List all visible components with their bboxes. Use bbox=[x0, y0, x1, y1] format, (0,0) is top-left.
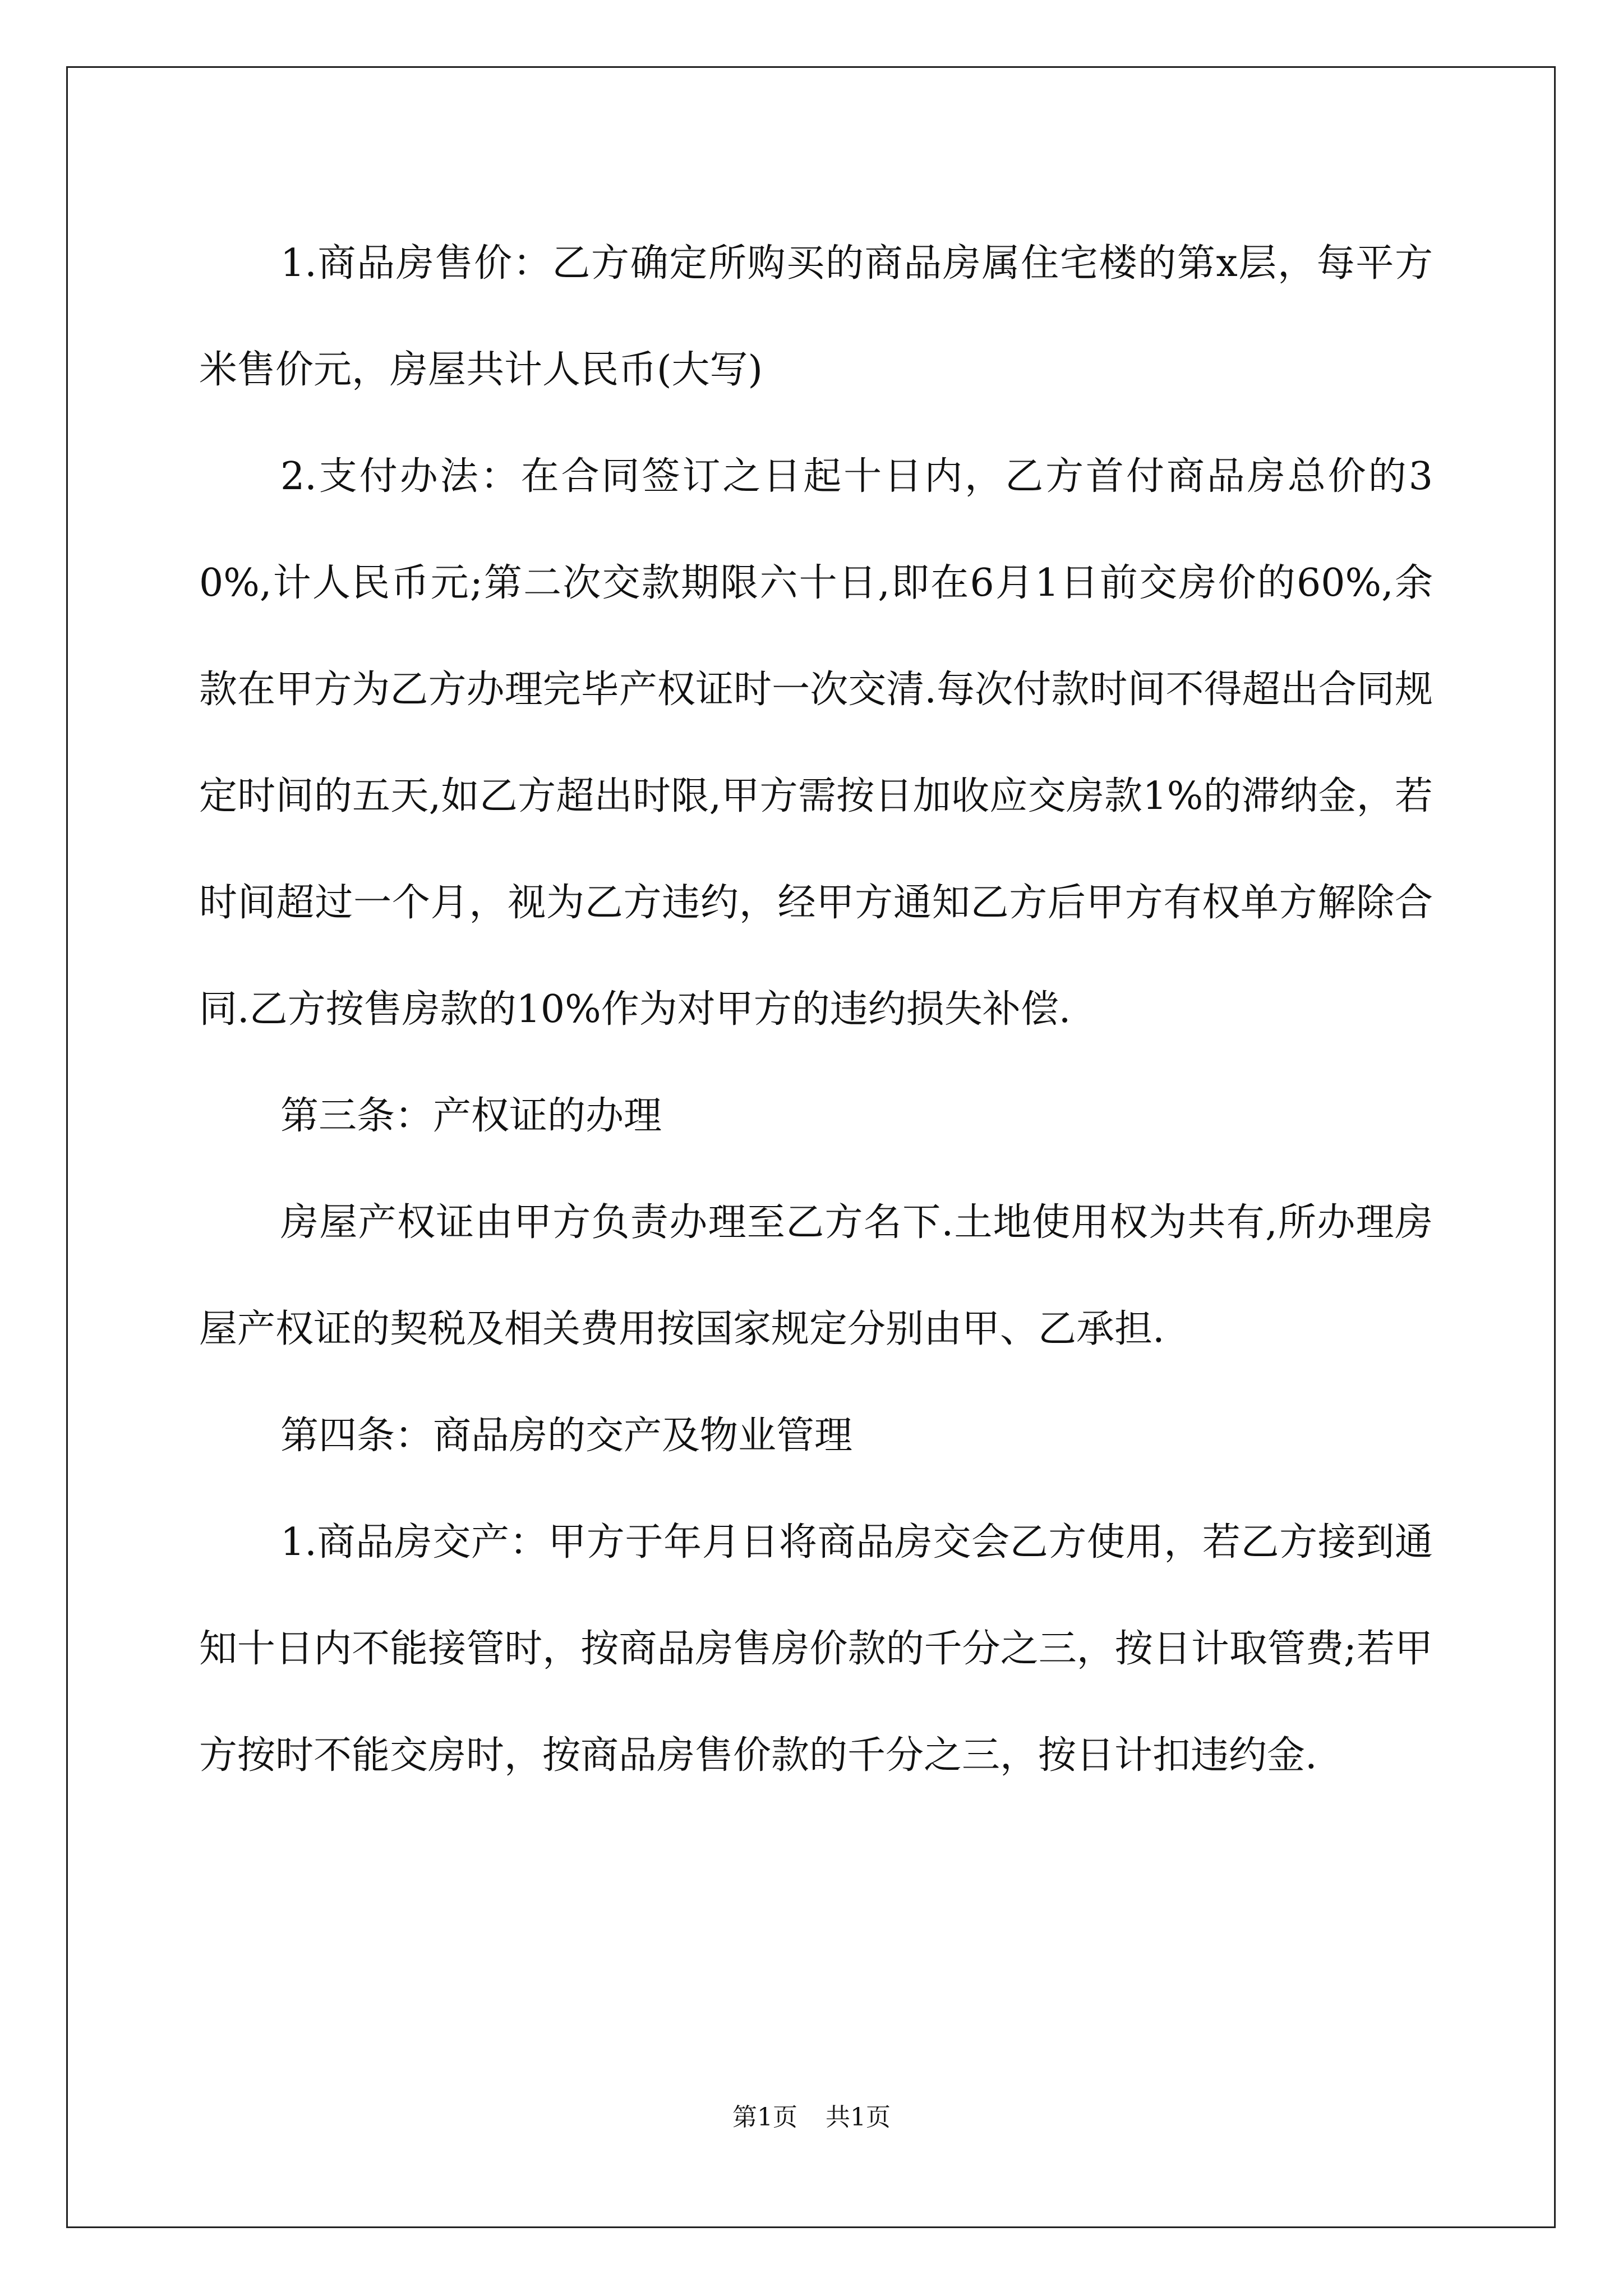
page-number-total: 共1页 bbox=[826, 2103, 891, 2132]
page-footer bbox=[0, 2097, 1623, 2133]
document-body bbox=[199, 210, 1433, 1809]
heading-article-4: 第四条：商品房的交产及物业管理 bbox=[280, 1414, 853, 1458]
paragraph-price: 1.商品房售价：乙方确定所购买的商品房属住宅楼的第x层，每平方米售价元，房屋共计人民币(大写) bbox=[199, 241, 1433, 392]
paragraph-handover: 1.商品房交产：甲方于年月日将商品房交会乙方使用，若乙方接到通知十日内不能接管时，按商品房售房价款的千分之三，按日计取管费;若甲方按时不能交房时，按商品房售价款的千分之三，按日计扣违约金. bbox=[199, 1520, 1433, 1778]
paragraph-payment: 2.支付办法：在合同签订之日起十日内，乙方首付商品房总价的30%,计人民币元;第二次交款期限六十日,即在6月1日前交房价的60%,余款在甲方为乙方办理完毕产权证时一次交清.每次付款时间不得超出合同规定时间的五天,如乙方超出时限,甲方需按日加收应交房款1%的滞纳金，若时间超过一个月，视为乙方违约，经甲方通知乙方后甲方有权单方解除合同.乙方按售房款的10%作为对甲方的违约损失补偿. bbox=[199, 454, 1433, 1032]
page-number-current: 第1页 bbox=[732, 2103, 797, 2132]
heading-article-3: 第三条：产权证的办理 bbox=[280, 1094, 662, 1138]
paragraph-title-deed: 房屋产权证由甲方负责办理至乙方名下.土地使用权为共有,所办理房屋产权证的契税及相关费用按国家规定分别由甲、乙承担. bbox=[199, 1200, 1433, 1351]
